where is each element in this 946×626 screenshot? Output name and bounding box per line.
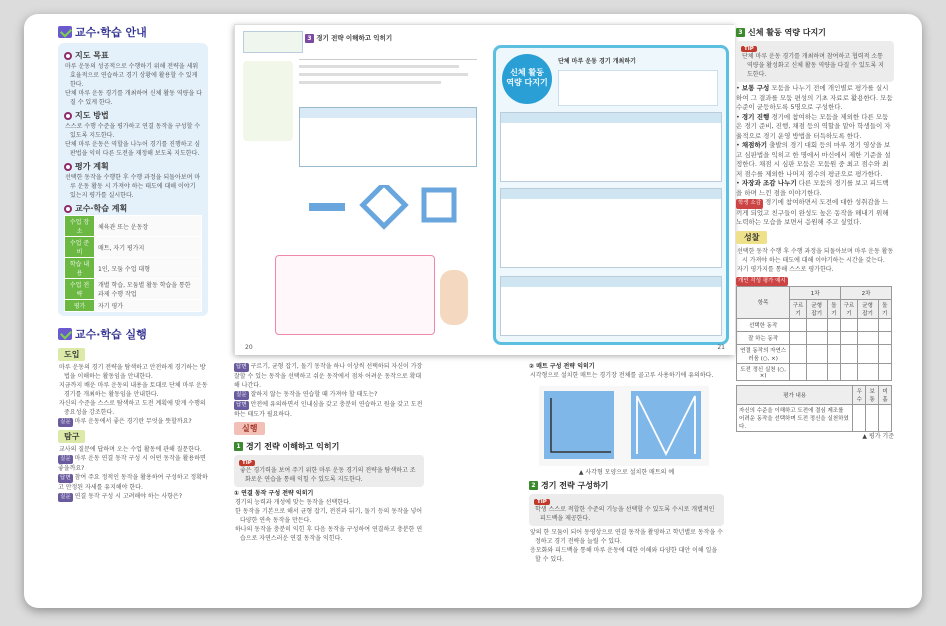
section-2-title: 2 경기 전략 구성하기 xyxy=(529,480,724,491)
table-header: 미흡 xyxy=(879,385,892,404)
table-header: 돌기 xyxy=(827,299,840,318)
tip-box xyxy=(736,41,894,82)
paragraph: • 보통 구성 모둠을 나누기 전에 개인별로 평가를 실시하여 그 결과를 모둠 편성의 기초 자료로 활용한다. 모둠 수준이 균등하도록 5명으로 구성한다. xyxy=(736,84,893,111)
table-header: 균형 잡기 xyxy=(857,299,878,318)
reflect-item: 선택한 동작 수행 후 수행 과정을 되돌아보며 마루 운동 활동 시 가져야 하는 태도에 대해 이야기하는 시간을 갖는다. xyxy=(737,247,894,264)
practice-title: 교수·학습 실행 xyxy=(58,326,208,342)
intro-item: 지금까지 배운 마루 운동의 내용을 토대로 단체 마루 운동 경기를 개최하는 활동임을 안내한다. xyxy=(59,382,208,398)
check-icon xyxy=(58,26,72,38)
bullet-icon xyxy=(64,52,72,60)
activity-header: 단체 마루 운동 경기 개최하기 xyxy=(558,58,636,65)
explore-question: 질문 마루 운동 연결 동작 구성 시 어떤 동작을 활용하면 좋을까요? xyxy=(58,455,206,472)
mid-question: 질문 잘하지 않는 동작을 연습할 때 가져야 할 태도는? xyxy=(236,391,378,398)
plan-key: 학습 내용 xyxy=(65,258,95,279)
mat-diagram-svg xyxy=(299,185,477,235)
table-header: 우수 xyxy=(853,385,866,404)
mat-shape xyxy=(363,185,405,226)
goal-item: 단체 마루 운동 경기를 개최하여 신체 활동 역량을 다질 수 있게 한다. xyxy=(65,90,202,106)
mat-square xyxy=(631,391,701,459)
tip-badge: TIP xyxy=(534,499,550,505)
goal-heading: 지도 목표 xyxy=(64,50,202,61)
table-header: 1차 xyxy=(790,286,841,299)
rubric-text: 자신의 수준을 이해하고 도전에 결심 제조를 어려운 동작을 선택하며 도전 정신을 실천하였다. xyxy=(737,404,853,431)
mat-shape xyxy=(309,203,345,211)
table-header: 보통 xyxy=(866,385,879,404)
s1a-item: 한 동작을 기본으로 해서 균형 잡기, 전진과 뒤기, 돌기 등의 동작을 넣어 다양한 연속 동작을 만든다. xyxy=(235,508,423,524)
guide-title: 교수·학습 안내 xyxy=(58,24,208,40)
s2-item: 응모화와 피드백을 통해 마루 운동에 대한 이해와 다양한 대안 이해 일을 할 수 있다. xyxy=(530,547,718,563)
table-header: 2차 xyxy=(841,286,892,299)
plan-value: 매트, 자기 평가지 xyxy=(95,237,202,258)
eval-heading: 평가 계획 xyxy=(64,161,202,172)
bullet-icon xyxy=(64,112,72,120)
bullet-icon xyxy=(64,205,72,213)
tip-box xyxy=(529,494,724,526)
bullet-icon xyxy=(64,163,72,171)
table-header: 구르기 xyxy=(841,299,858,318)
activity-badge: 신체 활동 역량 다지기 xyxy=(502,54,552,104)
tip-text: 학생 스스로 적합한 수준의 기능을 선택할 수 있도록 수시로 개별적인 피드백을 제공한다. xyxy=(535,506,715,522)
text-block xyxy=(299,59,477,99)
plan-key: 수업 전략 xyxy=(65,279,95,300)
page-number-right: 21 xyxy=(717,344,725,351)
table-header: 항목 xyxy=(737,286,790,318)
checkup-box xyxy=(275,255,435,335)
table-header: 균형 잡기 xyxy=(806,299,827,318)
guide-box xyxy=(58,43,208,316)
plan-key: 수업 준비 xyxy=(65,237,95,258)
explore-answer: 답변 참여 주요 정적인 동작을 활용하여 구성하고 정확하고 안정된 자세를 유지해야 한다. xyxy=(58,474,208,491)
tip-badge: TIP xyxy=(239,460,255,466)
plan-value: 체육관 또는 운동장 xyxy=(95,216,202,237)
sub-1a: ① 연결 동작 구성 전략 익히기 xyxy=(234,490,314,497)
intro-label: 도입 xyxy=(58,348,85,361)
diagram-caption: ▲ 사각형 모양으로 설치한 매트의 예 xyxy=(578,469,675,476)
method-heading: 지도 방법 xyxy=(64,110,202,121)
check-icon xyxy=(58,328,72,340)
plan-heading: 교수·학습 계획 xyxy=(64,203,202,214)
eval-item: 선택한 동작을 수행한 후 수행 과정을 되돌아보며 마루 운동 활동 시 가져야 하는 태도에 대해 이야기 있는지 평가를 실시한다. xyxy=(65,174,201,199)
s1a-item: 하나의 동작을 충분히 익힌 후 다음 동작을 구성하여 연결하고 충분한 연습으로 자연스러운 연결 동작을 익힌다. xyxy=(235,526,423,542)
table-header: 구르기 xyxy=(790,299,807,318)
s1a-item: 경기의 능력과 개성에 맞는 동작을 선택한다. xyxy=(235,499,351,506)
tip-text: 단체 마루 운동 경기를 개최하며 참여하고 협력적 소통 역량을 활성화고 신체 활동 역량을 다질 수 있도록 지도한다. xyxy=(742,53,884,78)
explore-item: 교사의 질문에 답하며 오는 수업 활동에 관해 질문한다. xyxy=(59,446,202,453)
goal-item: 마루 운동의 성공적으로 수행하기 위해 전략을 세워 효율적으로 연습하고 경기 상황에 활용할 수 있게 한다. xyxy=(65,63,199,88)
table-row-label: 선택한 동작 xyxy=(737,318,790,331)
paragraph: • 채점하기 출발의 경기 대회 등의 마루 경기 영상을 보고 심판법을 익히고 한 명에서 마신에서 제한 기준을 설정한다. 채점 시 심판 모둠은 모둠원 중 최고 점수와 최저 점수를 제외한 나머지 점수의 평균으로 평가한다. xyxy=(736,141,891,178)
explore-label: 탐구 xyxy=(58,430,85,443)
mid-left-column xyxy=(234,362,424,543)
book-table xyxy=(299,107,477,167)
tip-box xyxy=(234,455,424,487)
tip-badge: TIP xyxy=(741,46,757,52)
activity-table-2 xyxy=(500,188,722,268)
table-row-label: 도전 정신 실천 (○, ×) xyxy=(737,363,790,380)
mat-route-svg xyxy=(539,386,709,466)
section-1-title: 1 경기 전략 이해하고 익히기 xyxy=(234,441,424,452)
method-item: 단체 마루 운동은 역할을 나누어 경기를 진행하고 심판법을 익히 다른 도전을 재정해 보도록 지도한다. xyxy=(65,141,201,157)
table-header: 돌기 xyxy=(878,299,892,318)
self-eval-table xyxy=(736,286,892,381)
left-column xyxy=(58,24,208,502)
activity-table-3 xyxy=(500,276,722,336)
table-header: 평가 내용 xyxy=(737,385,853,404)
table-caption: ▲ 평가 기준 xyxy=(862,432,894,440)
act-label: 실행 xyxy=(234,422,265,435)
textbook-spread xyxy=(234,24,734,354)
table-title: 개인 작성 평가 예시 xyxy=(738,277,786,284)
spread-left-page xyxy=(235,25,485,355)
section-3-title: 3 신체 활동 역량 다지기 xyxy=(736,27,894,38)
intro-item: 마루 운동의 경기 전략을 탐색하고 안전하게 경기하는 방법을 이해하는 활동임을 안내한다. xyxy=(59,364,206,380)
paragraph: • 자장과 조감 나누기 다른 모둠의 경기를 보고 피드백을 하며 느낀 점을 이야기한다. xyxy=(736,179,889,197)
student-illustration xyxy=(440,270,468,325)
page-number-left: 20 xyxy=(245,344,253,351)
mat-diagrams xyxy=(299,185,477,235)
plan-key: 수업 장소 xyxy=(65,216,95,237)
plan-value: 1인, 모둠 수업 대형 xyxy=(95,258,202,279)
s2-item: 앞의 한 모둠이 되어 동영상으로 연결 동작을 촬영하고 학년별로 동작을 수정하고 경기 전략을 늘릴 수 있다. xyxy=(530,529,723,545)
sidebar-note xyxy=(243,61,293,141)
intro-item: 자신의 수준을 스스로 탐색하고 도전 계획에 맞게 수행의 중요성을 강조한다. xyxy=(59,400,206,416)
spread-right-page xyxy=(485,25,735,355)
mat-diagram-box xyxy=(539,386,709,466)
table-row-label: 잘 하는 동작 xyxy=(737,331,790,344)
reflect-label: 성찰 xyxy=(736,231,767,244)
mat-shape xyxy=(424,190,454,220)
activity-frame xyxy=(493,45,729,345)
table-row-label: 연결 동작의 자연스러움 (○, ×) xyxy=(737,344,790,363)
tip-text: 좋은 경기력을 보여 주기 위한 마루 운동 경기의 전략을 탐색하고 조화로운 연습을 통해 익힐 수 있도록 지도한다. xyxy=(240,467,416,483)
reflect-item: 자기 평가지를 통해 스스로 평가한다. xyxy=(737,265,834,273)
activity-intro xyxy=(558,70,718,106)
mid-answer: 답변 안전에 유의하면서 인내심을 갖고 충분히 연습하고 원을 갖고 도전하는 태도가 필요하다. xyxy=(234,401,423,418)
paragraph: • 경기 진행 경기에 참여하는 모둠을 제외한 다른 모둠은 경기 준비, 진행, 채점 등의 역할을 맡아 학생들이 자율적으로 경기 운영 방법을 터득하도록 한다. xyxy=(736,112,891,140)
activity-table-1 xyxy=(500,112,722,182)
sub-2a: ② 매트 구성 전략 익히기 xyxy=(529,363,595,370)
student-note: 학생 소감 경기에 참여하면서 도전에 대한 성취감을 느끼게 되었고 친구들이 완성도 높은 동작을 해내기 위해 노력하는 모습을 보면서 응원해 주고 싶었다. xyxy=(736,198,889,226)
plan-table xyxy=(64,215,202,312)
book-header: 3 경기 전략 이해하고 익히기 xyxy=(305,33,392,43)
document-page xyxy=(24,14,922,608)
plan-value: 개별 학습, 모둠별 활동 학습을 통한 과제 수행 작업 xyxy=(95,279,202,300)
intro-question: 질문 마루 운동에서 좋은 경기란 무엇을 뜻할까요? xyxy=(60,418,192,425)
rubric-table xyxy=(736,385,892,432)
lesson-tab xyxy=(243,31,303,53)
mat-square xyxy=(544,391,614,459)
right-column xyxy=(736,24,894,441)
plan-value: 자기 평가 xyxy=(95,300,202,312)
mid-answer: 답변 구르기, 균형 잡기, 돌기 동작을 하나 이상씩 선택하되 자신이 가장 잘할 수 있는 동작을 선택하고 쉬운 동작에서 점차 어려운 동작으로 확대해 나간다. xyxy=(234,363,423,389)
method-item: 스스로 수행 수준을 평가하고 연결 동작을 구성할 수 있도록 지도한다. xyxy=(65,123,201,139)
plan-key: 평가 xyxy=(65,300,95,312)
explore-question: 질문 연결 동작 구성 시 고려해야 하는 사항은? xyxy=(60,493,183,500)
mid-right-column xyxy=(529,362,724,564)
s2a-item: 시각형으로 설치한 매트는 경기장 전체를 골고루 사용하기에 유의하다. xyxy=(530,372,714,379)
